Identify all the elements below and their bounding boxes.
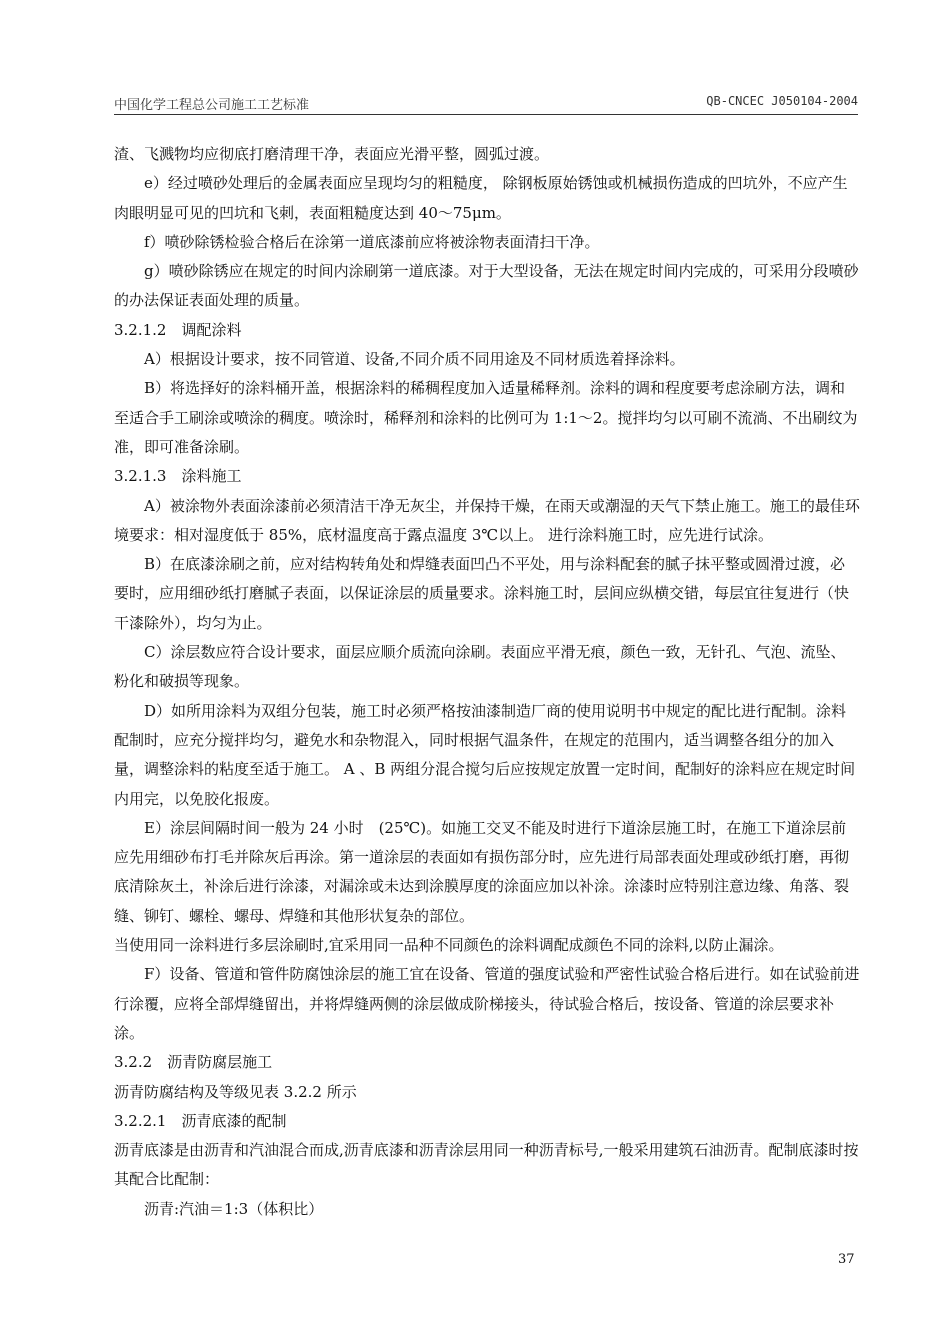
page-number: 37	[838, 1252, 855, 1267]
section-heading: 3.2.1.2 调配涂料	[114, 320, 242, 339]
paragraph: 沥青防腐结构及等级见表 3.2.2 所示	[114, 1082, 357, 1101]
paragraph: B）将选择好的涂料桶开盖，根据涂料的稀稠程度加入适量稀释剂。涂料的调和程度要考虑涂刷方法，调和至适合手工刷涂或喷涂的稠度。喷涂时，稀释剂和涂料的比例可为 1:1～2。搅拌均匀以可刷不流淌、不出刷纹为准，即可准备涂刷。	[114, 379, 858, 456]
section-heading: 3.2.2 沥青防腐层施工	[114, 1053, 273, 1072]
paragraph: 沥青底漆是由沥青和汽油混合而成,沥青底漆和沥青涂层用同一种沥青标号,一般采用建筑石油沥青。配制底漆时按其配合比配制：	[114, 1141, 859, 1189]
paragraph: 沥青:汽油＝1:3（体积比）	[144, 1199, 324, 1218]
section-heading: 3.2.2.1 沥青底漆的配制	[114, 1111, 287, 1130]
page-header	[114, 92, 858, 115]
paragraph: E）涂层间隔时间一般为 24 小时 (25℃)。如施工交叉不能及时进行下道涂层施工时，在施工下道涂层前应先用细砂布打毛并除灰后再涂。第一道涂层的表面如有损伤部分时，应先进行局部表面处理或砂纸打磨，再彻底清除灰土，补涂后进行涂漆，对漏涂或未达到涂膜厚度的涂面应加以补涂。涂漆时应特别注意边缘、角落、裂缝、铆钉、螺栓、螺母、焊缝和其他形状复杂的部位。	[114, 818, 850, 925]
paragraph: f）喷砂除锈检验合格后在涂第一道底漆前应将被涂物表面清扫干净。	[144, 232, 600, 251]
header-standard-code: QB-CNCEC J050104-2004	[706, 94, 858, 108]
paragraph: C）涂层数应符合设计要求，面层应顺介质流向涂刷。表面应平滑无痕，颜色一致，无针孔、气泡、流坠、粉化和破损等现象。	[114, 643, 846, 691]
paragraph: D）如所用涂料为双组分包装，施工时必须严格按油漆制造厂商的使用说明书中规定的配比进行配制。涂料配制时，应充分搅拌均匀，避免水和杂物混入，同时根据气温条件，在规定的范围内，适当调整各组分的加入量，调整涂料的粘度至适于施工。 A 、B 两组分混合搅匀后应按规定放置一定时间，配制好的涂料应在规定时间内用完，以免胶化报废。	[114, 701, 856, 808]
paragraph: F）设备、管道和管件防腐蚀涂层的施工宜在设备、管道的强度试验和严密性试验合格后进行。如在试验前进行涂覆，应将全部焊缝留出，并将焊缝两侧的涂层做成阶梯接头，待试验合格后，按设备、管道的涂层要求补涂。	[114, 965, 860, 1042]
paragraph: A）被涂物外表面涂漆前必须清洁干净无灰尘，并保持干燥，在雨天或潮湿的天气下禁止施工。施工的最佳环境要求：相对湿度低于 85%，底材温度高于露点温度 3℃以上。 进行涂料施工时，应先进行试涂。	[114, 496, 860, 544]
paragraph: 渣、飞溅物均应彻底打磨清理干净，表面应光滑平整，圆弧过渡。	[114, 145, 550, 163]
paragraph: B）在底漆涂刷之前，应对结构转角处和焊缝表面凹凸不平处，用与涂料配套的腻子抹平整或圆滑过渡，必要时，应用细砂纸打磨腻子表面，以保证涂层的质量要求。涂料施工时，层间应纵横交错，每层宜往复进行（快干漆除外），均匀为止。	[114, 555, 850, 632]
section-heading: 3.2.1.3 涂料施工	[114, 467, 242, 486]
paragraph: g）喷砂除锈应在规定的时间内涂刷第一道底漆。对于大型设备，无法在规定时间内完成的，可采用分段喷砂的办法保证表面处理的质量。	[114, 262, 859, 310]
document-body	[114, 140, 860, 1224]
paragraph: e）经过喷砂处理后的金属表面应呈现均匀的粗糙度， 除钢板原始锈蚀或机械损伤造成的凹坑外，不应产生肉眼明显可见的凹坑和飞刺，表面粗糙度达到 40～75μm。	[114, 174, 848, 222]
header-title: 中国化学工程总公司施工工艺标准	[114, 98, 310, 113]
paragraph: 当使用同一涂料进行多层涂刷时,宜采用同一品种不同颜色的涂料调配成颜色不同的涂料,以防止漏涂。	[114, 936, 784, 955]
paragraph: A）根据设计要求，按不同管道、设备,不同介质不同用途及不同材质选着择涂料。	[144, 350, 685, 369]
